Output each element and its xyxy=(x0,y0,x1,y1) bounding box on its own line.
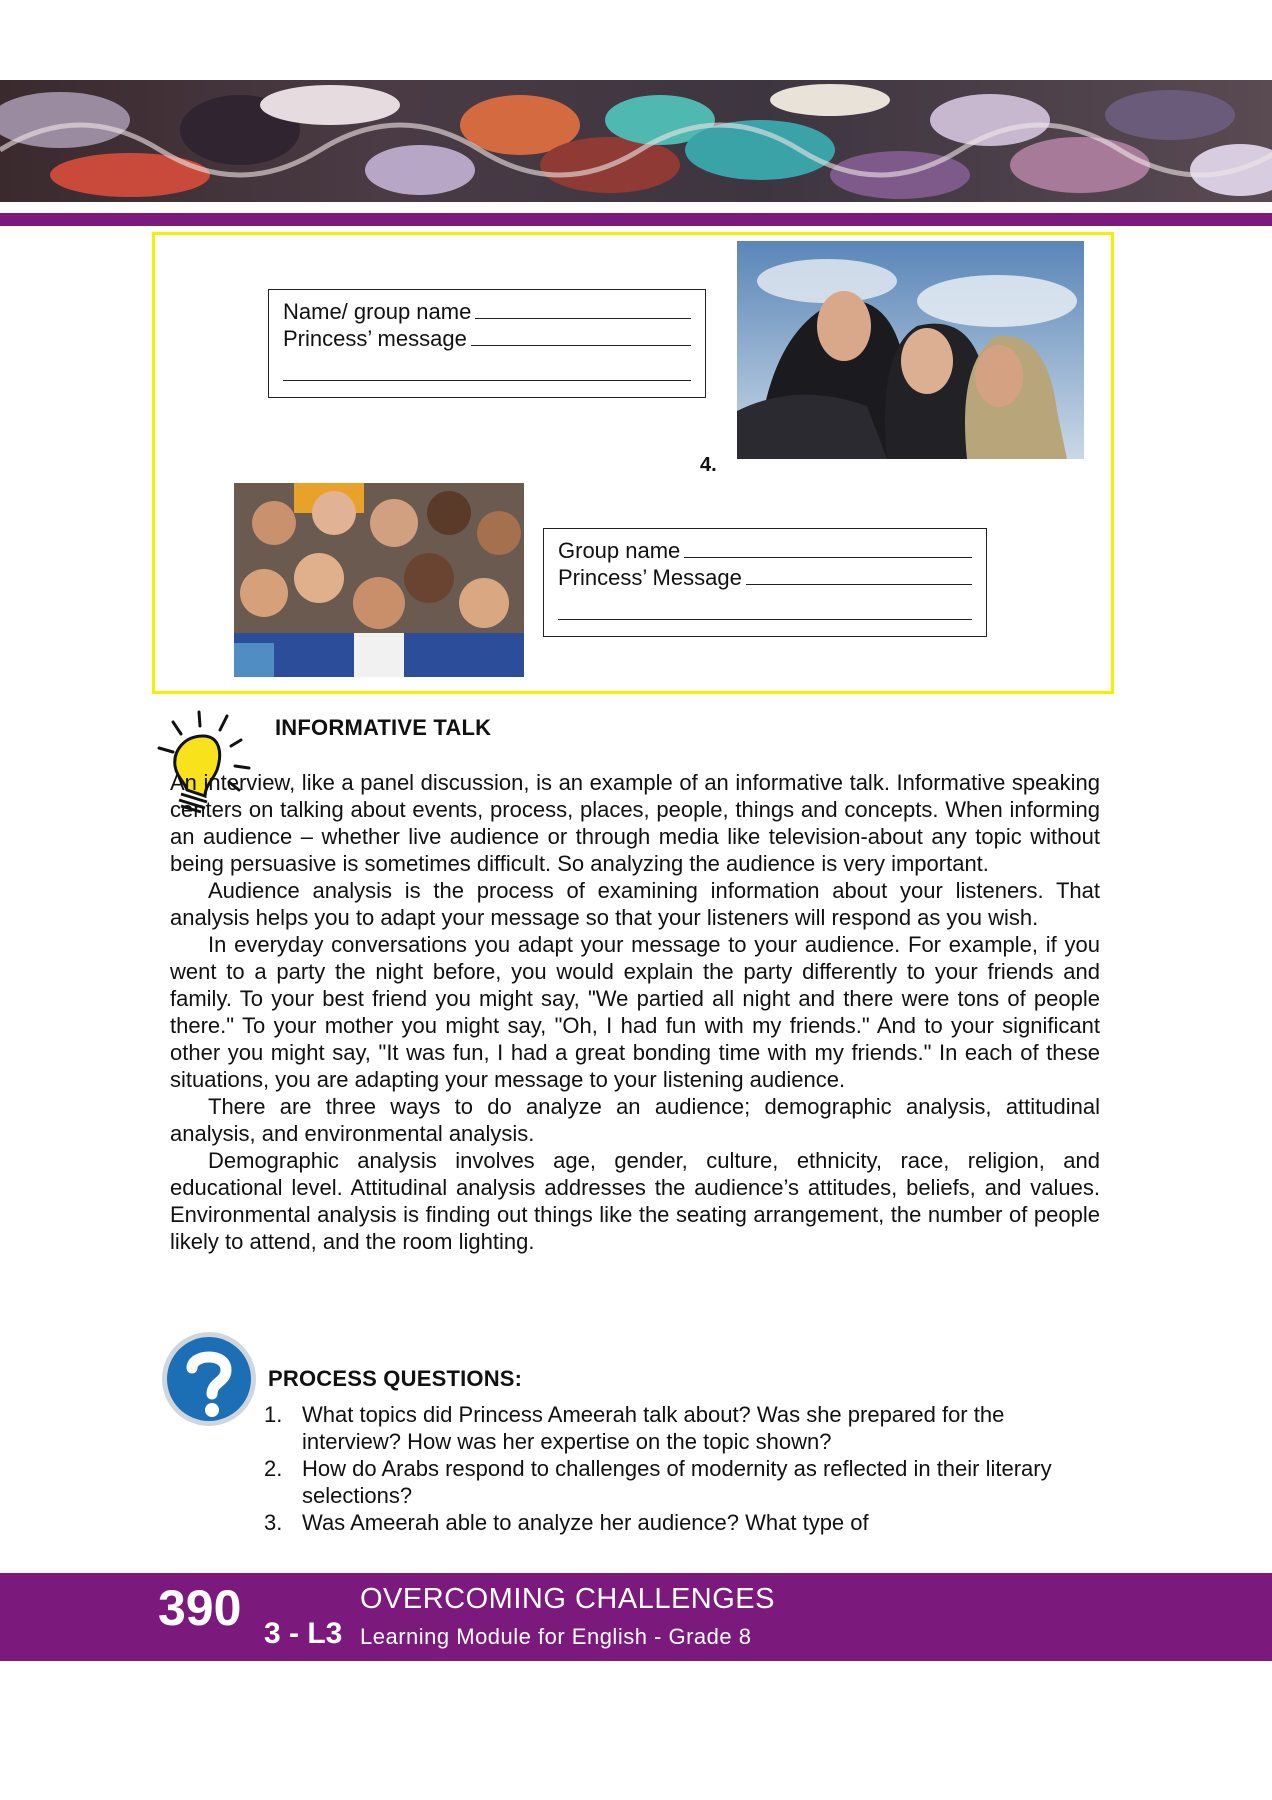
crowd-photo xyxy=(234,483,524,677)
message-label: Princess’ message xyxy=(283,326,467,351)
name-group-label: Name/ group name xyxy=(283,299,472,324)
name-blank[interactable] xyxy=(475,300,691,319)
question-mark-icon xyxy=(160,1330,258,1428)
module-code: 3 - L3 xyxy=(264,1617,343,1650)
answer-box-2 xyxy=(543,528,987,637)
message-label-2: Princess’ Message xyxy=(558,565,742,590)
paragraph-3: In everyday conversations you adapt your message to your audience. For example, if you went to a party the night before, you would explain the party differently to your friends and family. To your best friend you might say, "We partied all night and there were tons of people there." To your mother you might say, "Oh, I had fun with my friends." And to your significant other you might say, "It was fun, I had a great bonding time with my friends." In each of these situations, you are adapting your message to your listening audience. xyxy=(170,932,1100,1092)
women-photo xyxy=(737,241,1084,459)
footer-title: OVERCOMING CHALLENGES xyxy=(360,1583,775,1615)
message-blank[interactable] xyxy=(471,327,691,346)
paragraph-2: Audience analysis is the process of examining information about your listeners. That analysis helps you to adapt your message so that your listeners will respond as you wish. xyxy=(170,878,1100,930)
list-item xyxy=(262,1455,1106,1509)
question-number: 2. xyxy=(264,1456,283,1481)
paragraph-4: There are three ways to do analyze an audience; demographic analysis, attitudinal analysis, and environmental analysis. xyxy=(170,1094,1100,1146)
informative-talk-title: INFORMATIVE TALK xyxy=(275,715,492,740)
question-number: 1. xyxy=(264,1402,283,1427)
process-questions-list xyxy=(262,1401,1106,1536)
item-number: 4. xyxy=(700,454,717,476)
message-blank-2[interactable] xyxy=(746,566,972,585)
process-questions-title: PROCESS QUESTIONS: xyxy=(268,1366,523,1391)
page-footer xyxy=(0,1573,1272,1661)
decorative-banner xyxy=(0,80,1272,202)
answer-box-1 xyxy=(268,289,706,398)
list-item xyxy=(262,1509,1106,1536)
group-name-label: Group name xyxy=(558,538,681,563)
question-text: Was Ameerah able to analyze her audience? What type of xyxy=(302,1510,869,1535)
list-item xyxy=(262,1401,1106,1455)
header-rule xyxy=(0,213,1272,226)
question-text: How do Arabs respond to challenges of modernity as reflected in their literary selections? xyxy=(302,1456,1052,1508)
page-number: 390 xyxy=(158,1580,242,1636)
footer-subtitle: Learning Module for English - Grade 8 xyxy=(360,1624,752,1649)
paragraph-5: Demographic analysis involves age, gender, culture, ethnicity, race, religion, and educational level. Attitudinal analysis addresses the audience’s attitudes, beliefs, and values. Environmental analysis is finding out things like the seating arrangement, the number of people likely to attend, and the room lighting. xyxy=(170,1148,1100,1254)
question-number: 3. xyxy=(264,1510,283,1535)
extra-blank[interactable] xyxy=(283,356,691,381)
group-name-blank[interactable] xyxy=(684,539,972,558)
question-text: What topics did Princess Ameerah talk about? Was she prepared for the interview? How was her expertise on the topic shown? xyxy=(302,1402,1005,1454)
informative-body xyxy=(170,769,1100,1255)
extra-blank-2[interactable] xyxy=(558,595,972,620)
intro-paragraph: An interview, like a panel discussion, is an example of an informative talk. Informative speaking centers on talking about events, process, places, people, things and concepts. When informing an audience – whether live audience or through media like television-about any topic without being persuasive is sometimes difficult. So analyzing the audience is very important. xyxy=(170,770,1100,876)
